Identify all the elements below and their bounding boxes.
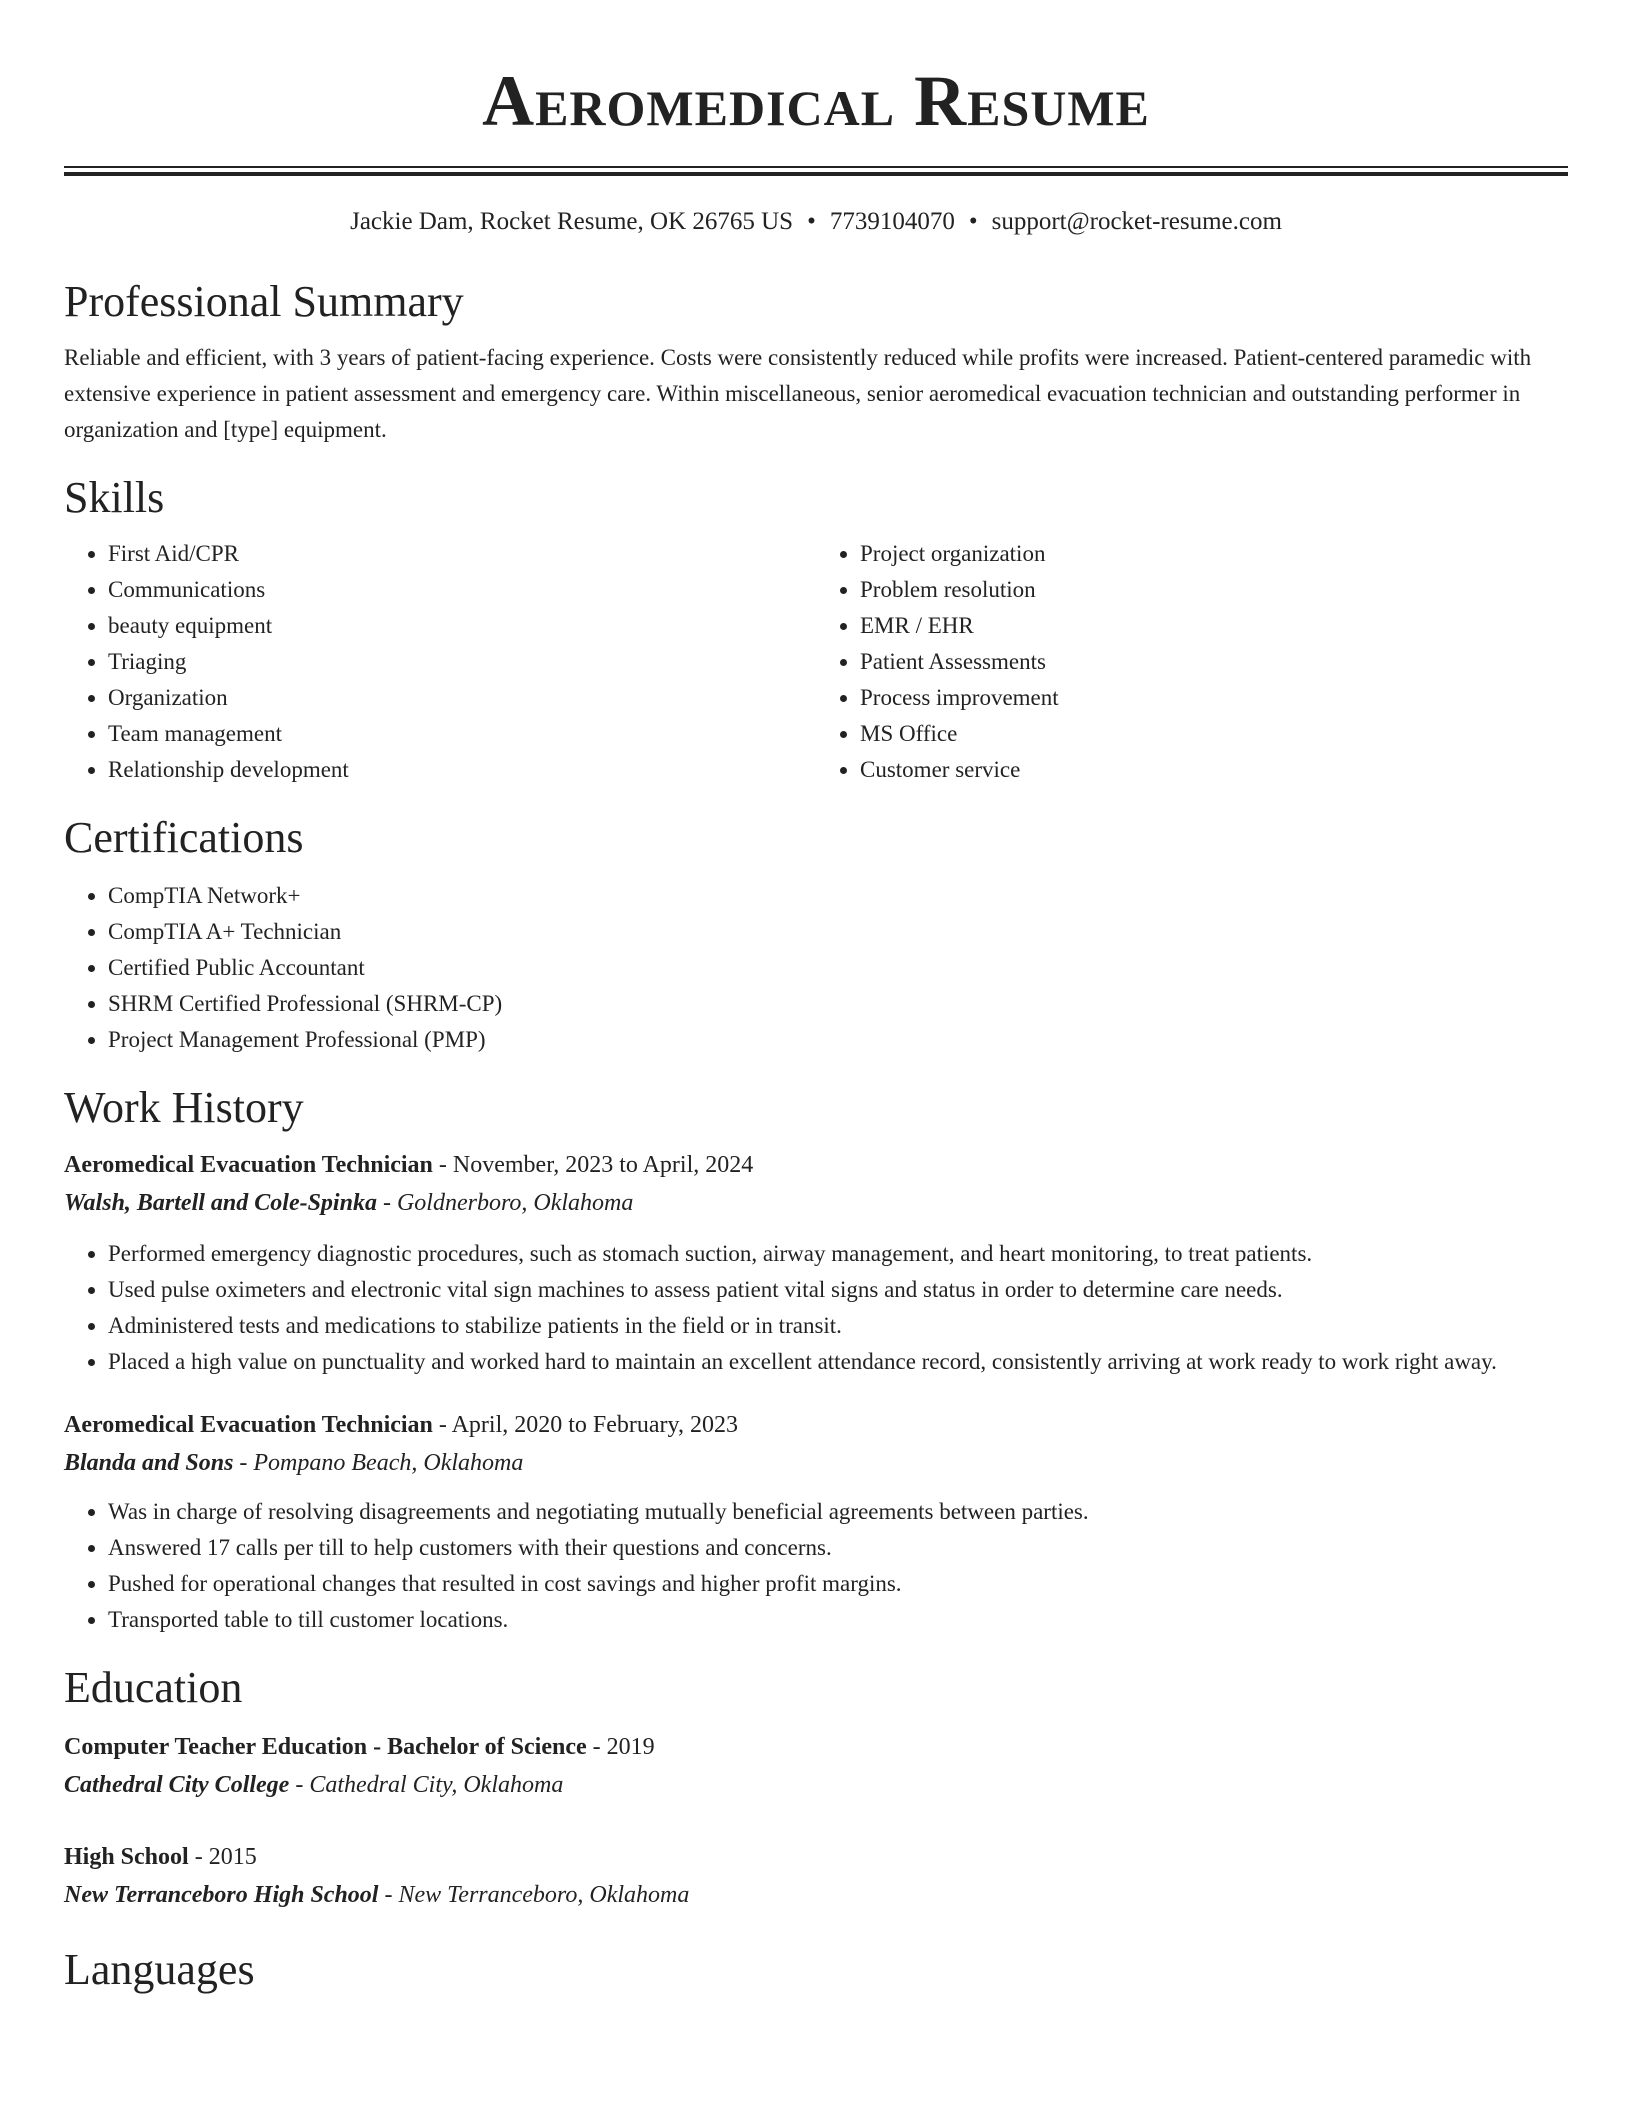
skill-item: • Communications — [108, 572, 816, 608]
job-bullet: • Was in charge of resolving disagreements and negotiating mutually beneficial agreements between parties. — [108, 1494, 1568, 1530]
job-header — [64, 1146, 1568, 1184]
education-school: New Terranceboro High School — [64, 1882, 379, 1908]
languages-heading: Languages — [64, 1945, 255, 1994]
skill-item: • Project organization — [860, 536, 1568, 572]
job-bullet: • Administered tests and medications to stabilize patients in the field or in transit. — [108, 1308, 1568, 1344]
job-location: - Pompano Beach, Oklahoma — [233, 1450, 524, 1476]
job-employer — [64, 1184, 1568, 1222]
job-dates: - April, 2020 to February, 2023 — [432, 1412, 738, 1438]
education-location: - Cathedral City, Oklahoma — [289, 1772, 564, 1798]
job-company: Walsh, Bartell and Cole-Spinka — [64, 1190, 377, 1216]
job-bullet: • Placed a high value on punctuality and worked hard to maintain an excellent attendance record, consistently arriving at work ready to work right away. — [108, 1344, 1568, 1380]
education-header — [64, 1838, 1568, 1876]
job-title: Aeromedical Evacuation Technician — [64, 1152, 433, 1178]
job-entry — [64, 1146, 1568, 1380]
education-entry — [64, 1728, 1568, 1804]
skill-item: • Problem resolution — [860, 572, 1568, 608]
education-header — [64, 1728, 1568, 1766]
education-location: - New Terranceboro, Oklahoma — [378, 1882, 690, 1908]
education-degree: Computer Teacher Education - Bachelor of Science — [64, 1734, 587, 1760]
certification-item: • CompTIA Network+ — [108, 878, 1568, 914]
education-heading: Education — [64, 1663, 243, 1712]
contact-separator: • — [968, 208, 978, 235]
skill-item: • Team management — [108, 716, 816, 752]
education-school-line — [64, 1876, 1568, 1914]
contact-separator: • — [807, 208, 816, 235]
job-employer — [64, 1444, 1568, 1482]
job-dates: - November, 2023 to April, 2024 — [432, 1152, 754, 1178]
education-year: - 2019 — [586, 1734, 655, 1760]
skill-item: • Triaging — [108, 644, 816, 680]
contact-line — [64, 206, 1568, 238]
education-school-line — [64, 1766, 1568, 1804]
job-company: Blanda and Sons — [64, 1450, 234, 1476]
skill-item: • Process improvement — [860, 680, 1568, 716]
skills-list-right — [816, 536, 1568, 788]
job-bullet: • Used pulse oximeters and electronic vital sign machines to assess patient vital signs and status in order to determine care needs. — [108, 1272, 1568, 1308]
summary-heading: Professional Summary — [64, 277, 464, 326]
contact-email[interactable]: support@rocket-resume.com — [991, 208, 1282, 235]
skills-columns — [64, 536, 1568, 788]
skills-list-left — [64, 536, 816, 788]
title-divider — [64, 166, 1568, 176]
education-degree: High School — [64, 1844, 189, 1870]
job-bullet: • Transported table to till customer locations. — [108, 1602, 1568, 1638]
education-year: - 2015 — [188, 1844, 257, 1870]
certification-item: • SHRM Certified Professional (SHRM-CP) — [108, 986, 1568, 1022]
job-header — [64, 1406, 1568, 1444]
job-bullets — [64, 1494, 1568, 1638]
skill-item: • beauty equipment — [108, 608, 816, 644]
skill-item: • Customer service — [860, 752, 1568, 788]
certifications-heading: Certifications — [64, 813, 304, 862]
job-entry — [64, 1406, 1568, 1638]
skill-item: • EMR / EHR — [860, 608, 1568, 644]
skill-item: • First Aid/CPR — [108, 536, 816, 572]
skill-item: • Organization — [108, 680, 816, 716]
summary-text: Reliable and efficient, with 3 years of patient-facing experience. Costs were consistently reduced while profits were increased. Patient-centered paramedic with extensive experience in patient assessment and emergency care. Within miscellaneous, senior aeromedical evacuation technician and outstanding performer in organization and [type] equipment. — [64, 345, 1532, 442]
skill-item: • Relationship development — [108, 752, 816, 788]
contact-address: Jackie Dam, Rocket Resume, OK 26765 US — [350, 208, 794, 235]
education-school: Cathedral City College — [64, 1772, 290, 1798]
certifications-list — [64, 878, 1568, 1058]
resume-title: Aeromedical Resume — [482, 61, 1150, 141]
job-title: Aeromedical Evacuation Technician — [64, 1412, 433, 1438]
certification-item: • Certified Public Accountant — [108, 950, 1568, 986]
education-entry — [64, 1838, 1568, 1914]
contact-phone: 7739104070 — [829, 208, 955, 235]
job-bullet: • Performed emergency diagnostic procedures, such as stomach suction, airway management, and heart monitoring, to treat patients. — [108, 1236, 1568, 1272]
skill-item: • MS Office — [860, 716, 1568, 752]
job-bullet: • Pushed for operational changes that resulted in cost savings and higher profit margins. — [108, 1566, 1568, 1602]
job-bullets — [64, 1236, 1568, 1380]
job-location: - Goldnerboro, Oklahoma — [376, 1190, 634, 1216]
work-history-heading: Work History — [64, 1083, 304, 1132]
job-bullet: • Answered 17 calls per till to help customers with their questions and concerns. — [108, 1530, 1568, 1566]
certification-item: • CompTIA A+ Technician — [108, 914, 1568, 950]
skill-item: • Patient Assessments — [860, 644, 1568, 680]
skills-heading: Skills — [64, 473, 165, 522]
certification-item: • Project Management Professional (PMP) — [108, 1022, 1568, 1058]
